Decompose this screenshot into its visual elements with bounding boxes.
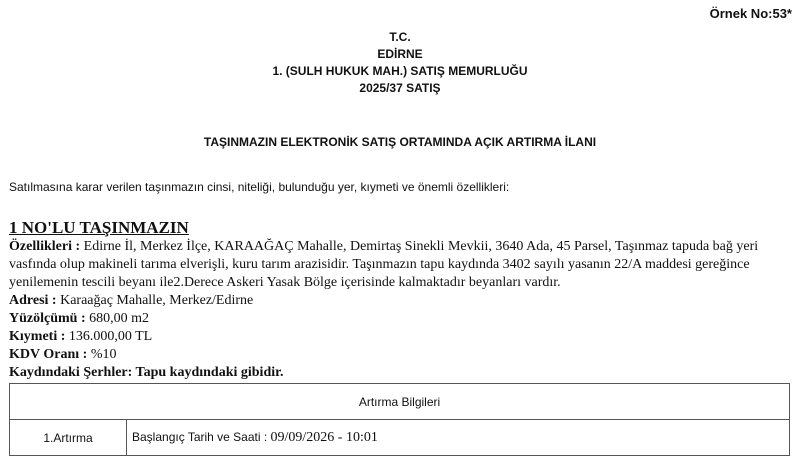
document-header (0, 29, 800, 97)
header-office: 1. (SULH HUKUK MAH.) SATIŞ MEMURLUĞU (272, 64, 528, 78)
auction-table-header: Artırma Bilgileri (10, 384, 790, 420)
header-city: EDİRNE (377, 47, 423, 61)
property-heading: 1 NO'LU TAŞINMAZIN (9, 218, 189, 237)
property-annotations: Kaydındaki Şerhler: Tapu kaydındaki gibidir. (9, 365, 284, 380)
value-amount: 136.000,00 TL (65, 329, 153, 344)
auction-info-table (9, 383, 790, 456)
notice-title: TAŞINMAZIN ELEKTRONİK SATIŞ ORTAMINDA AÇIK ARTIRMA İLANI (203, 135, 597, 149)
intro-text: Satılmasına karar verilen taşınmazın cinsi, niteliği, bulunduğu yer, kıymeti ve önemli özellikleri: (9, 180, 510, 194)
property-address (9, 292, 784, 310)
area-value: 680,00 m2 (85, 311, 150, 326)
start-date-value: 09/09/2026 - 10:01 (270, 429, 378, 445)
auction-round-start (127, 420, 790, 456)
vat-label: KDV Oranı : (9, 347, 88, 362)
area-label: Yüzölçümü : (9, 311, 86, 326)
property-vat (9, 346, 784, 364)
address-label: Adresi : (9, 293, 57, 308)
auction-round-name: 1.Artırma (10, 420, 127, 456)
value-label: Kıymeti : (9, 329, 66, 344)
features-label: Özellikleri : (9, 239, 81, 254)
start-date-label: Başlangıç Tarih ve Saati : (132, 429, 271, 444)
features-value: Edirne İl, Merkez İlçe, KARAAĞAÇ Mahalle, Demirtaş Sinekli Mevkii, 3640 Ada, 45 Parsel, Taşınmaz tapuda bağ yeri vasfında olup makineli tarıma elverişli, kuru tarım arazisidir. Taşınmazın tapu kaydında 3402 sayılı yasanın 22/A maddesi gereğince yenilemenin tescili beyanı ile2.Derece Askeri Yasak Bölge içerisinde kalmaktadır beyanları vardır. (9, 239, 759, 290)
address-value: Karaağaç Mahalle, Merkez/Edirne (56, 293, 254, 308)
vat-value: %10 (87, 347, 117, 362)
property-area (9, 310, 784, 328)
header-tc: T.C. (389, 30, 411, 44)
property-value (9, 328, 784, 346)
property-section (9, 218, 784, 382)
table-row (10, 420, 790, 456)
sample-number: Örnek No:53* (709, 6, 792, 21)
property-features (9, 238, 784, 292)
header-file-number: 2025/37 SATIŞ (359, 81, 441, 95)
